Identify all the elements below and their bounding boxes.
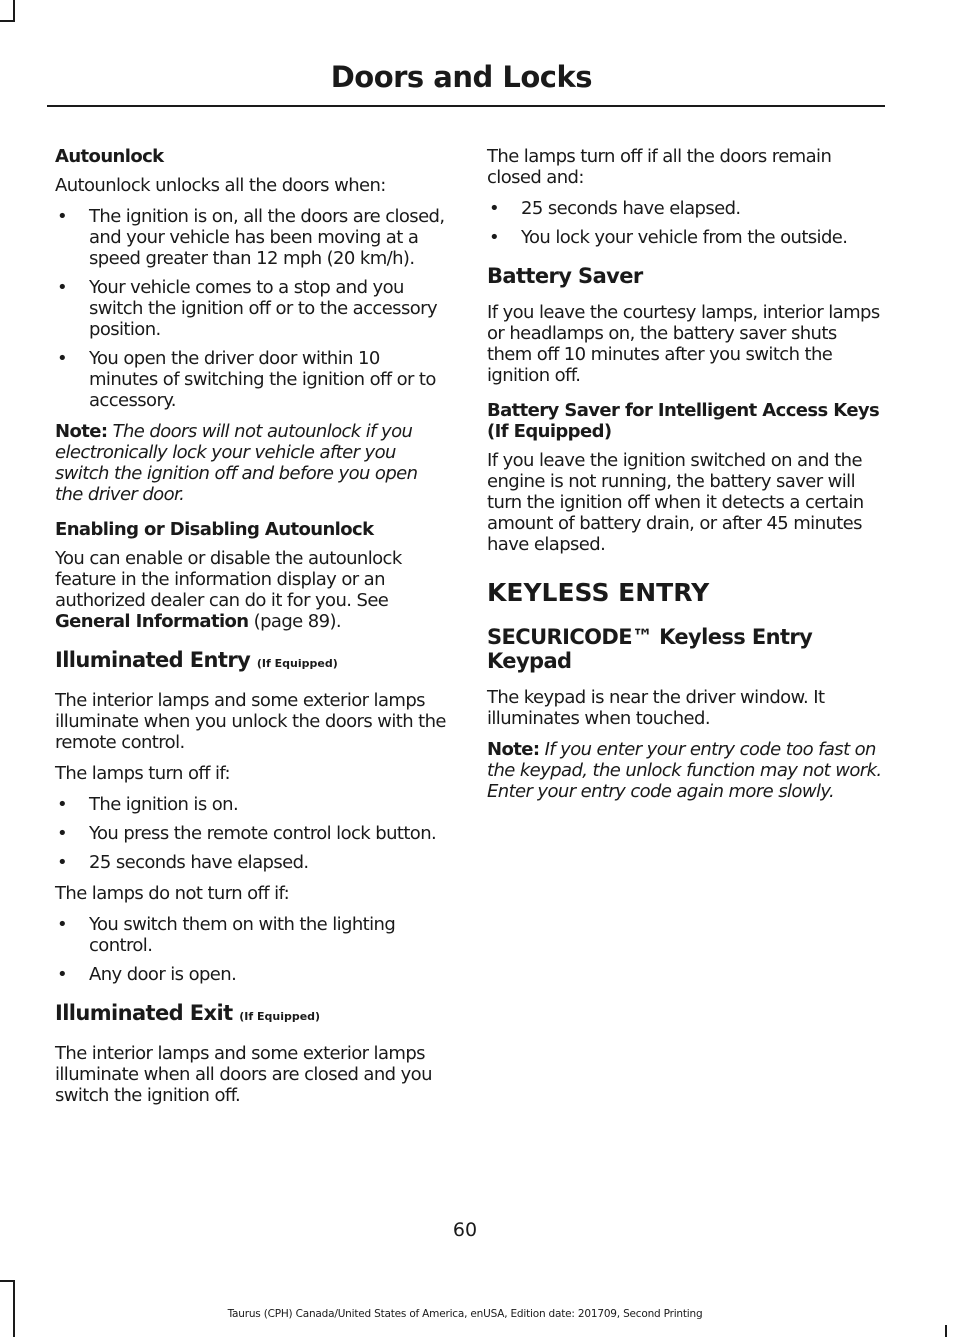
autounlock-heading: Autounlock	[55, 146, 164, 167]
page-number: 60	[452, 1219, 478, 1241]
exit-off-list	[487, 198, 883, 248]
exit-text: The interior lamps and some exterior lamps illuminate when all doors are closed and you switch the ignition off.	[55, 1043, 432, 1106]
general-information-link[interactable]: General Information	[55, 611, 249, 632]
entry-noton-list	[55, 914, 449, 985]
edition-footer: Taurus (CPH) Canada/United States of America, enUSA, Edition date: 201709, Second Printing	[227, 1308, 703, 1320]
enable-text	[55, 548, 449, 632]
equipped-tag: (If Equipped)	[239, 1010, 321, 1023]
note-text: The doors will not autounlock if you electronically lock your vehicle after you switch the ignition off and before you open the driver door.	[55, 421, 418, 505]
keyless-entry-heading: KEYLESS ENTRY	[487, 578, 710, 607]
enable-body: You can enable or disable the autounlock feature in the information display or an authorized dealer can do it for you. See	[55, 548, 402, 611]
list-item: • The ignition is on.	[55, 794, 449, 815]
note-label: Note:	[487, 739, 540, 760]
list-item: • Your vehicle comes to a stop and you switch the ignition off or to the accessory position.	[55, 277, 449, 340]
illuminated-exit-heading	[55, 1001, 449, 1029]
list-item: • The ignition is on, all the doors are closed, and your vehicle has been moving at a speed greater than 12 mph (20 km/h).	[55, 206, 449, 269]
crop-mark	[0, 20, 15, 22]
right-column	[487, 146, 883, 812]
battery-saver-text: If you leave the courtesy lamps, interior lamps or headlamps on, the battery saver shuts them off 10 minutes after you switch the ignition off.	[487, 302, 880, 386]
page-title: Doors and Locks	[330, 60, 592, 94]
equipped-tag: (If Equipped)	[256, 657, 338, 670]
list-item: • 25 seconds have elapsed.	[55, 852, 449, 873]
autounlock-note	[55, 421, 449, 505]
keypad-note	[487, 739, 883, 802]
battery-saver-heading: Battery Saver	[487, 264, 643, 288]
exit-off-intro: The lamps turn off if all the doors remain closed and:	[487, 146, 832, 188]
autounlock-intro: Autounlock unlocks all the doors when:	[55, 175, 386, 196]
entry-noton-intro: The lamps do not turn off if:	[55, 883, 290, 904]
page-reference: (page 89).	[253, 611, 341, 632]
entry-off-intro: The lamps turn off if:	[55, 763, 230, 784]
entry-off-list	[55, 794, 449, 873]
keypad-heading: SECURICODE™ Keyless Entry Keypad	[487, 625, 813, 673]
autounlock-list	[55, 206, 449, 411]
heading-text: Illuminated Entry	[55, 648, 251, 672]
note-text: If you enter your entry code too fast on the keypad, the unlock function may not work. Enter your entry code again more slowly.	[487, 739, 882, 802]
illuminated-entry-heading	[55, 648, 449, 676]
list-item: • You switch them on with the lighting control.	[55, 914, 449, 956]
crop-mark	[0, 1280, 15, 1282]
battery-saver-ia-text: If you leave the ignition switched on and the engine is not running, the battery saver will turn the ignition off when it detects a certain amount of battery drain, or after 45 minutes have elapsed.	[487, 450, 864, 555]
list-item: • You lock your vehicle from the outside.	[487, 227, 883, 248]
left-column	[55, 146, 449, 1116]
note-label: Note:	[55, 421, 108, 442]
heading-text: Illuminated Exit	[55, 1001, 233, 1025]
entry-text: The interior lamps and some exterior lamps illuminate when you unlock the doors with the remote control.	[55, 690, 446, 753]
crop-mark	[13, 0, 15, 22]
battery-saver-ia-heading: Battery Saver for Intelligent Access Keys (If Equipped)	[487, 400, 880, 442]
header-divider	[47, 105, 885, 107]
list-item: • 25 seconds have elapsed.	[487, 198, 883, 219]
list-item: • You open the driver door within 10 minutes of switching the ignition off or to accessory.	[55, 348, 449, 411]
keypad-text: The keypad is near the driver window. It illuminates when touched.	[487, 687, 825, 729]
list-item: • Any door is open.	[55, 964, 449, 985]
list-item: • You press the remote control lock button.	[55, 823, 449, 844]
crop-mark	[945, 1325, 947, 1337]
enable-heading: Enabling or Disabling Autounlock	[55, 519, 374, 540]
